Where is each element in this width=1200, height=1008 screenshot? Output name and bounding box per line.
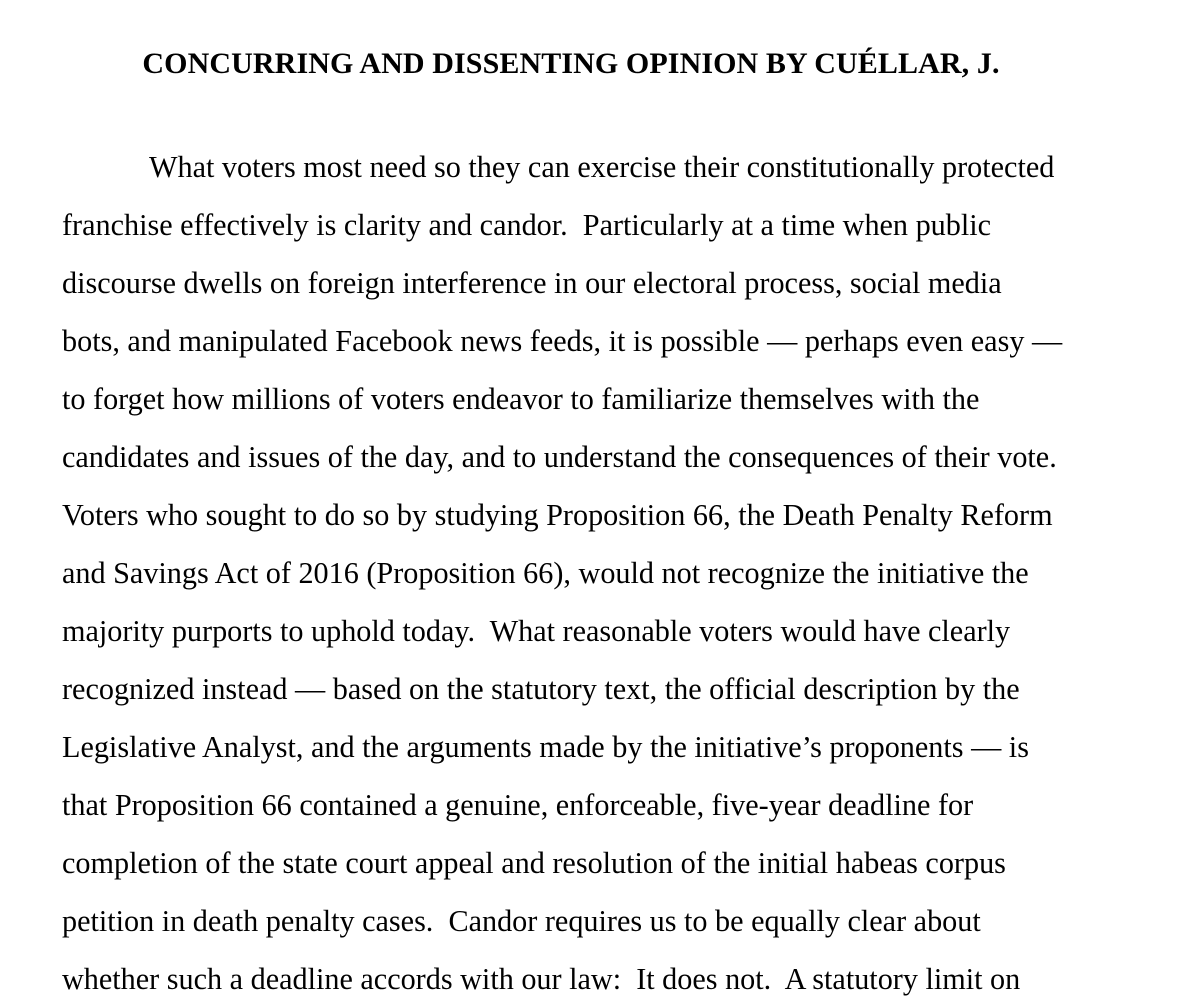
paragraph-line: franchise effectively is clarity and candor. Particularly at a time when public: [62, 208, 992, 242]
paragraph-line: that Proposition 66 contained a genuine, enforceable, five-year deadline for: [62, 788, 974, 822]
paragraph-line: Legislative Analyst, and the arguments made by the initiative’s proponents — is: [62, 730, 1029, 764]
paragraph-line: Voters who sought to do so by studying Proposition 66, the Death Penalty Reform: [62, 498, 1053, 532]
paragraph-line: and Savings Act of 2016 (Proposition 66), would not recognize the initiative the: [62, 556, 1029, 590]
paragraph-line: What voters most need so they can exercise their constitutionally protected: [149, 150, 1055, 184]
paragraph-line: completion of the state court appeal and resolution of the initial habeas corpus: [62, 846, 1006, 880]
opinion-paragraph: [62, 138, 1142, 1008]
paragraph-line: discourse dwells on foreign interference in our electoral process, social media: [62, 266, 1002, 300]
paragraph-line: recognized instead — based on the statutory text, the official description by the: [62, 672, 1020, 706]
paragraph-line: bots, and manipulated Facebook news feeds, it is possible — perhaps even easy —: [62, 324, 1063, 358]
paragraph-line: candidates and issues of the day, and to understand the consequences of their vote.: [62, 440, 1057, 474]
paragraph-line: petition in death penalty cases. Candor requires us to be equally clear about: [62, 904, 981, 938]
opinion-heading: CONCURRING AND DISSENTING OPINION BY CUÉLLAR, J.: [142, 47, 1000, 80]
paragraph-line: majority purports to uphold today. What reasonable voters would have clearly: [62, 614, 1011, 648]
paragraph-line: to forget how millions of voters endeavor to familiarize themselves with the: [62, 382, 980, 416]
paragraph-line: whether such a deadline accords with our law: It does not. A statutory limit on: [62, 962, 1021, 996]
